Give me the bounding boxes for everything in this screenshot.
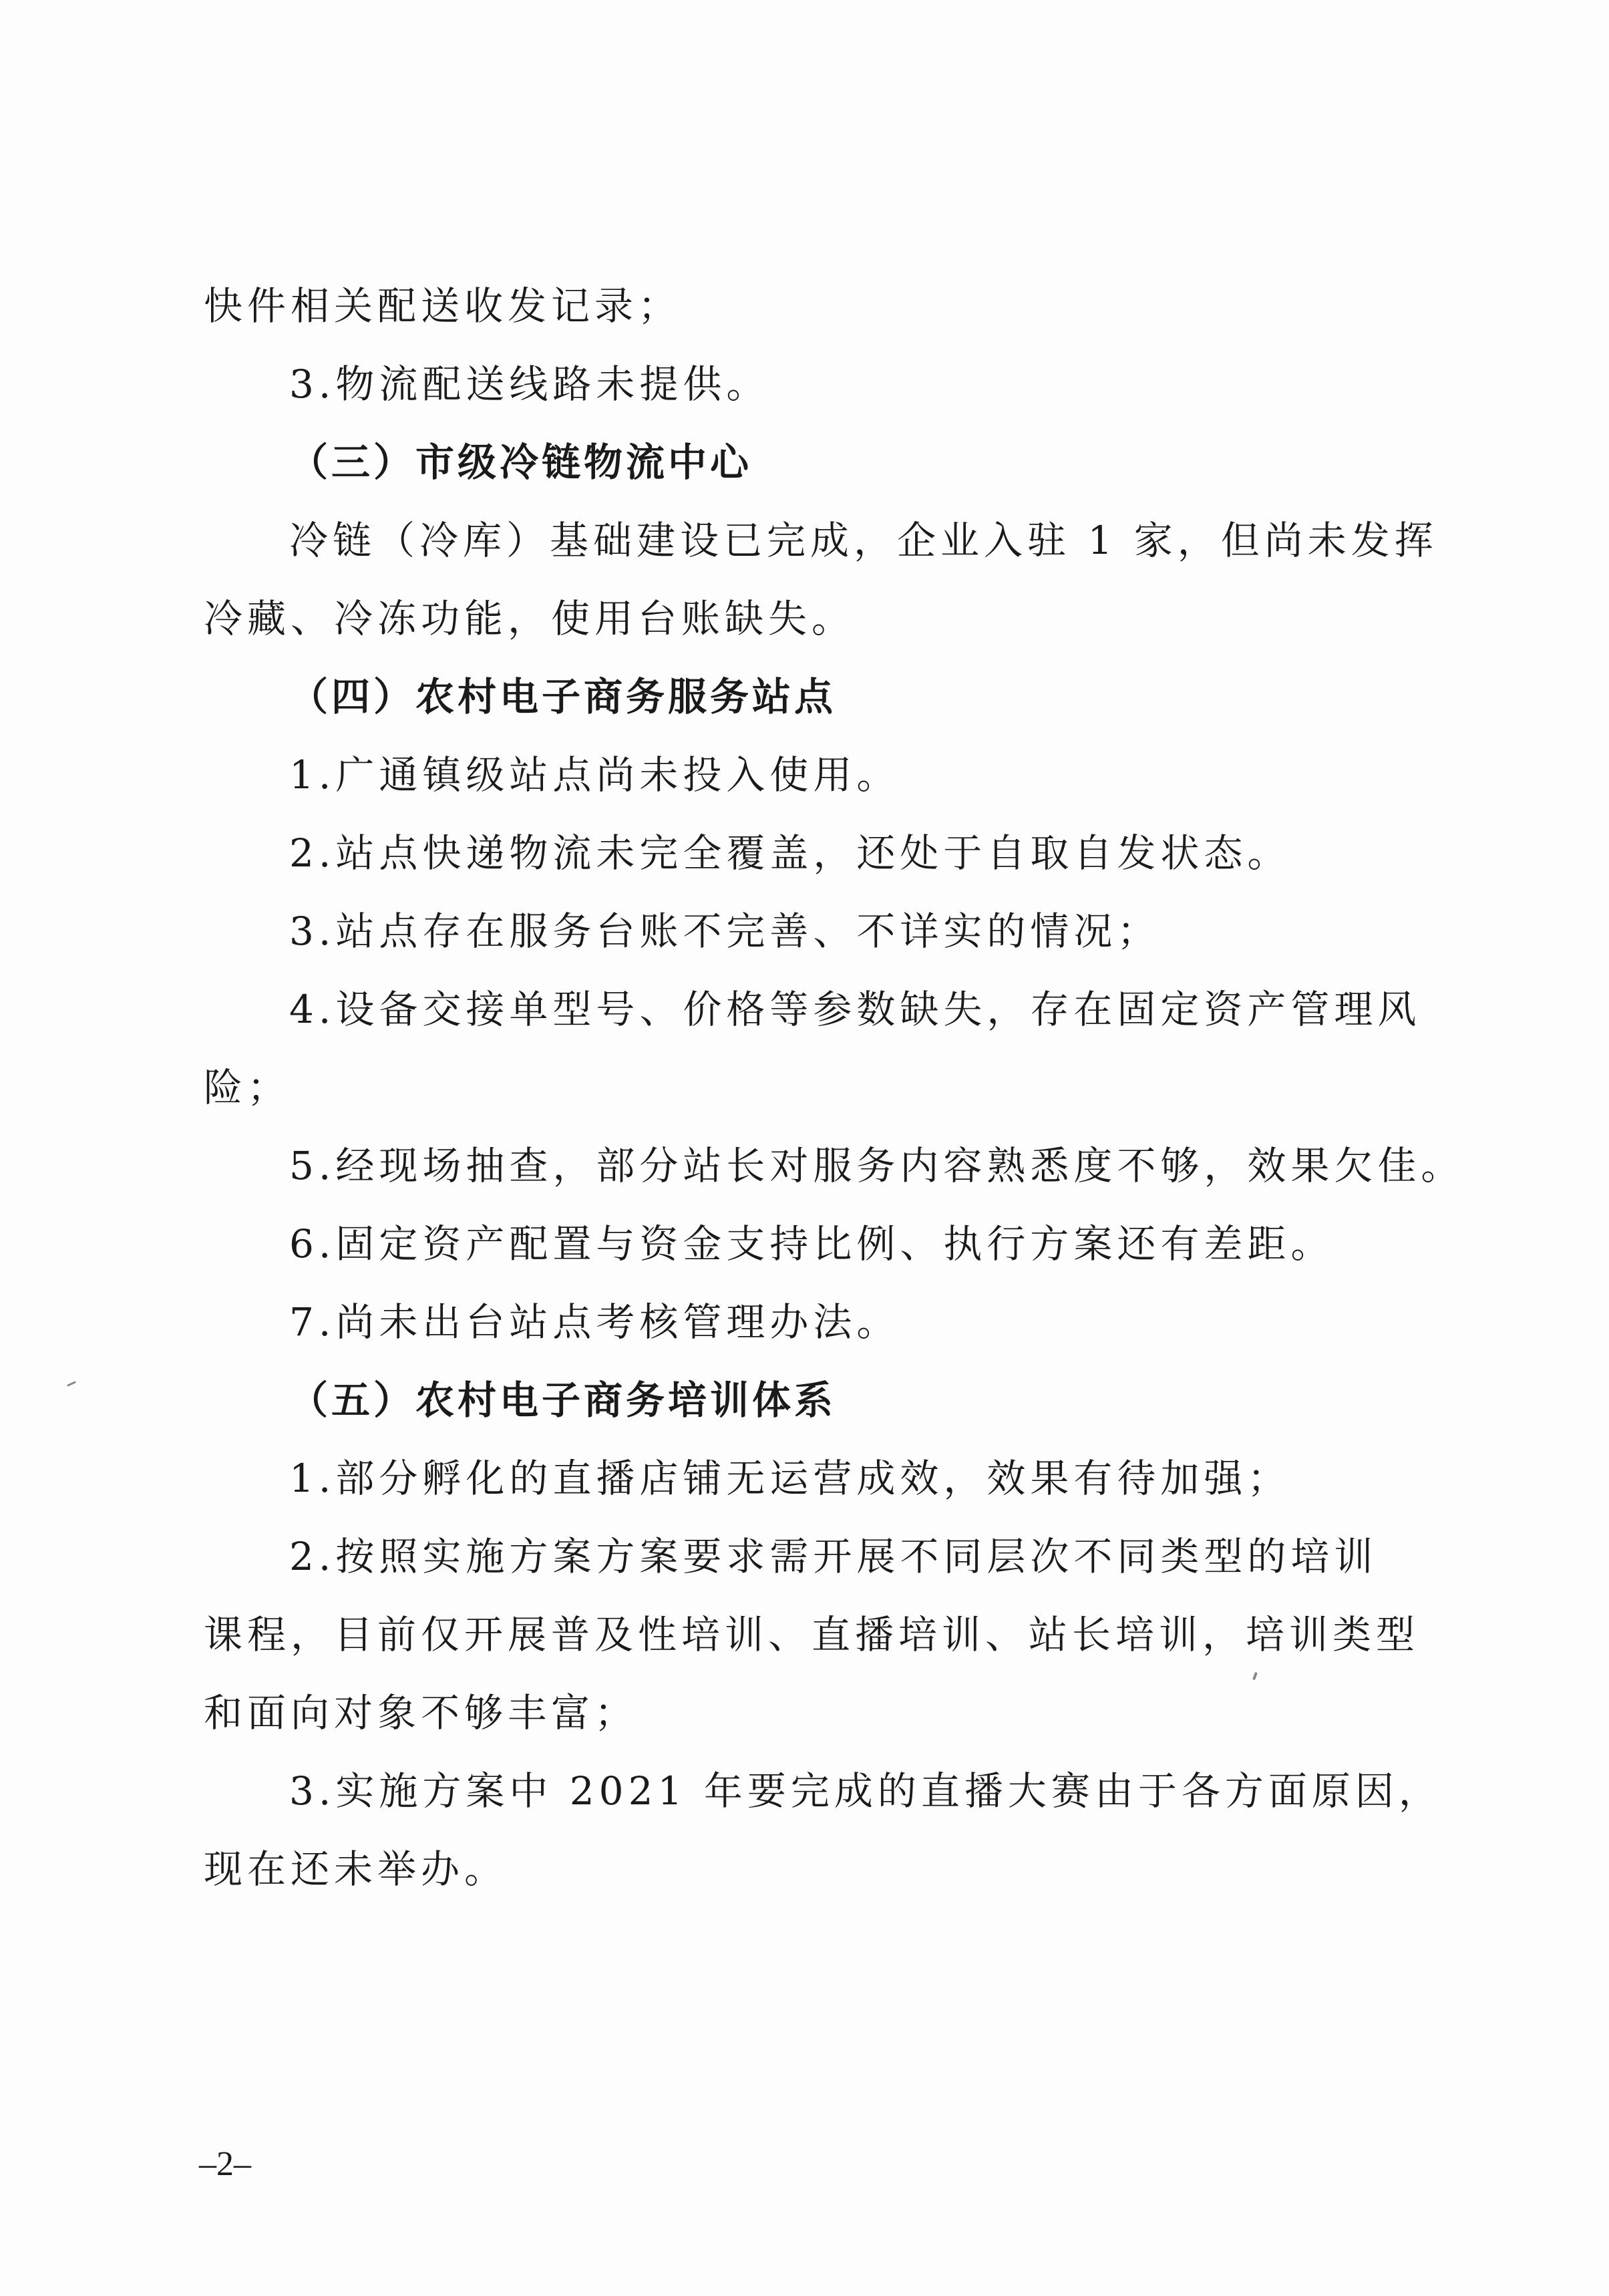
text-line: 和面向对象不够丰富； [204,1690,639,1736]
text-line: 3.实施方案中 2021 年要完成的直播大赛由于各方面原因， [289,1768,1442,1814]
text-line: 课程，目前仅开展普及性培训、直播培训、站长培训，培训类型 [204,1612,1420,1657]
scan-speck [67,1381,76,1387]
section-heading: （三）市级冷链物流中心 [289,440,753,485]
section-heading: （五）农村电子商务培训体系 [289,1377,837,1423]
text-line: 现在还未举办。 [204,1846,508,1892]
text-line: 1.广通镇级站点尚未投入使用。 [289,752,900,798]
page-number: –2– [199,2145,251,2183]
text-line: 6.固定资产配置与资金支持比例、执行方案还有差距。 [289,1221,1334,1267]
text-line: 冷链（冷库）基础建设已完成，企业入驻 1 家，但尚未发挥 [289,518,1438,563]
section-heading: （四）农村电子商务服务站点 [289,674,837,719]
text-line: 2.站点快递物流未完全覆盖，还处于自取自发状态。 [289,830,1291,876]
text-line: 冷藏、冷冻功能，使用台账缺失。 [204,596,856,641]
text-line: 险； [204,1065,291,1110]
document-body [204,267,1465,1909]
text-line: 1.部分孵化的直播店铺无运营成效，效果有待加强； [289,1456,1291,1501]
text-line: 快件相关配送收发记录； [204,283,682,329]
text-line: 7.尚未出台站点考核管理办法。 [289,1299,900,1345]
text-line: 3.站点存在服务台账不完善、不详实的情况； [289,909,1161,954]
text-line: 3.物流配送线路未提供。 [289,361,770,407]
text-line: 5.经现场抽查，部分站长对服务内容熟悉度不够，效果欠佳。 [289,1143,1465,1188]
text-line: 2.按照实施方案方案要求需开展不同层次不同类型的培训 [289,1534,1378,1579]
text-line: 4.设备交接单型号、价格等参数缺失，存在固定资产管理风 [289,987,1421,1032]
